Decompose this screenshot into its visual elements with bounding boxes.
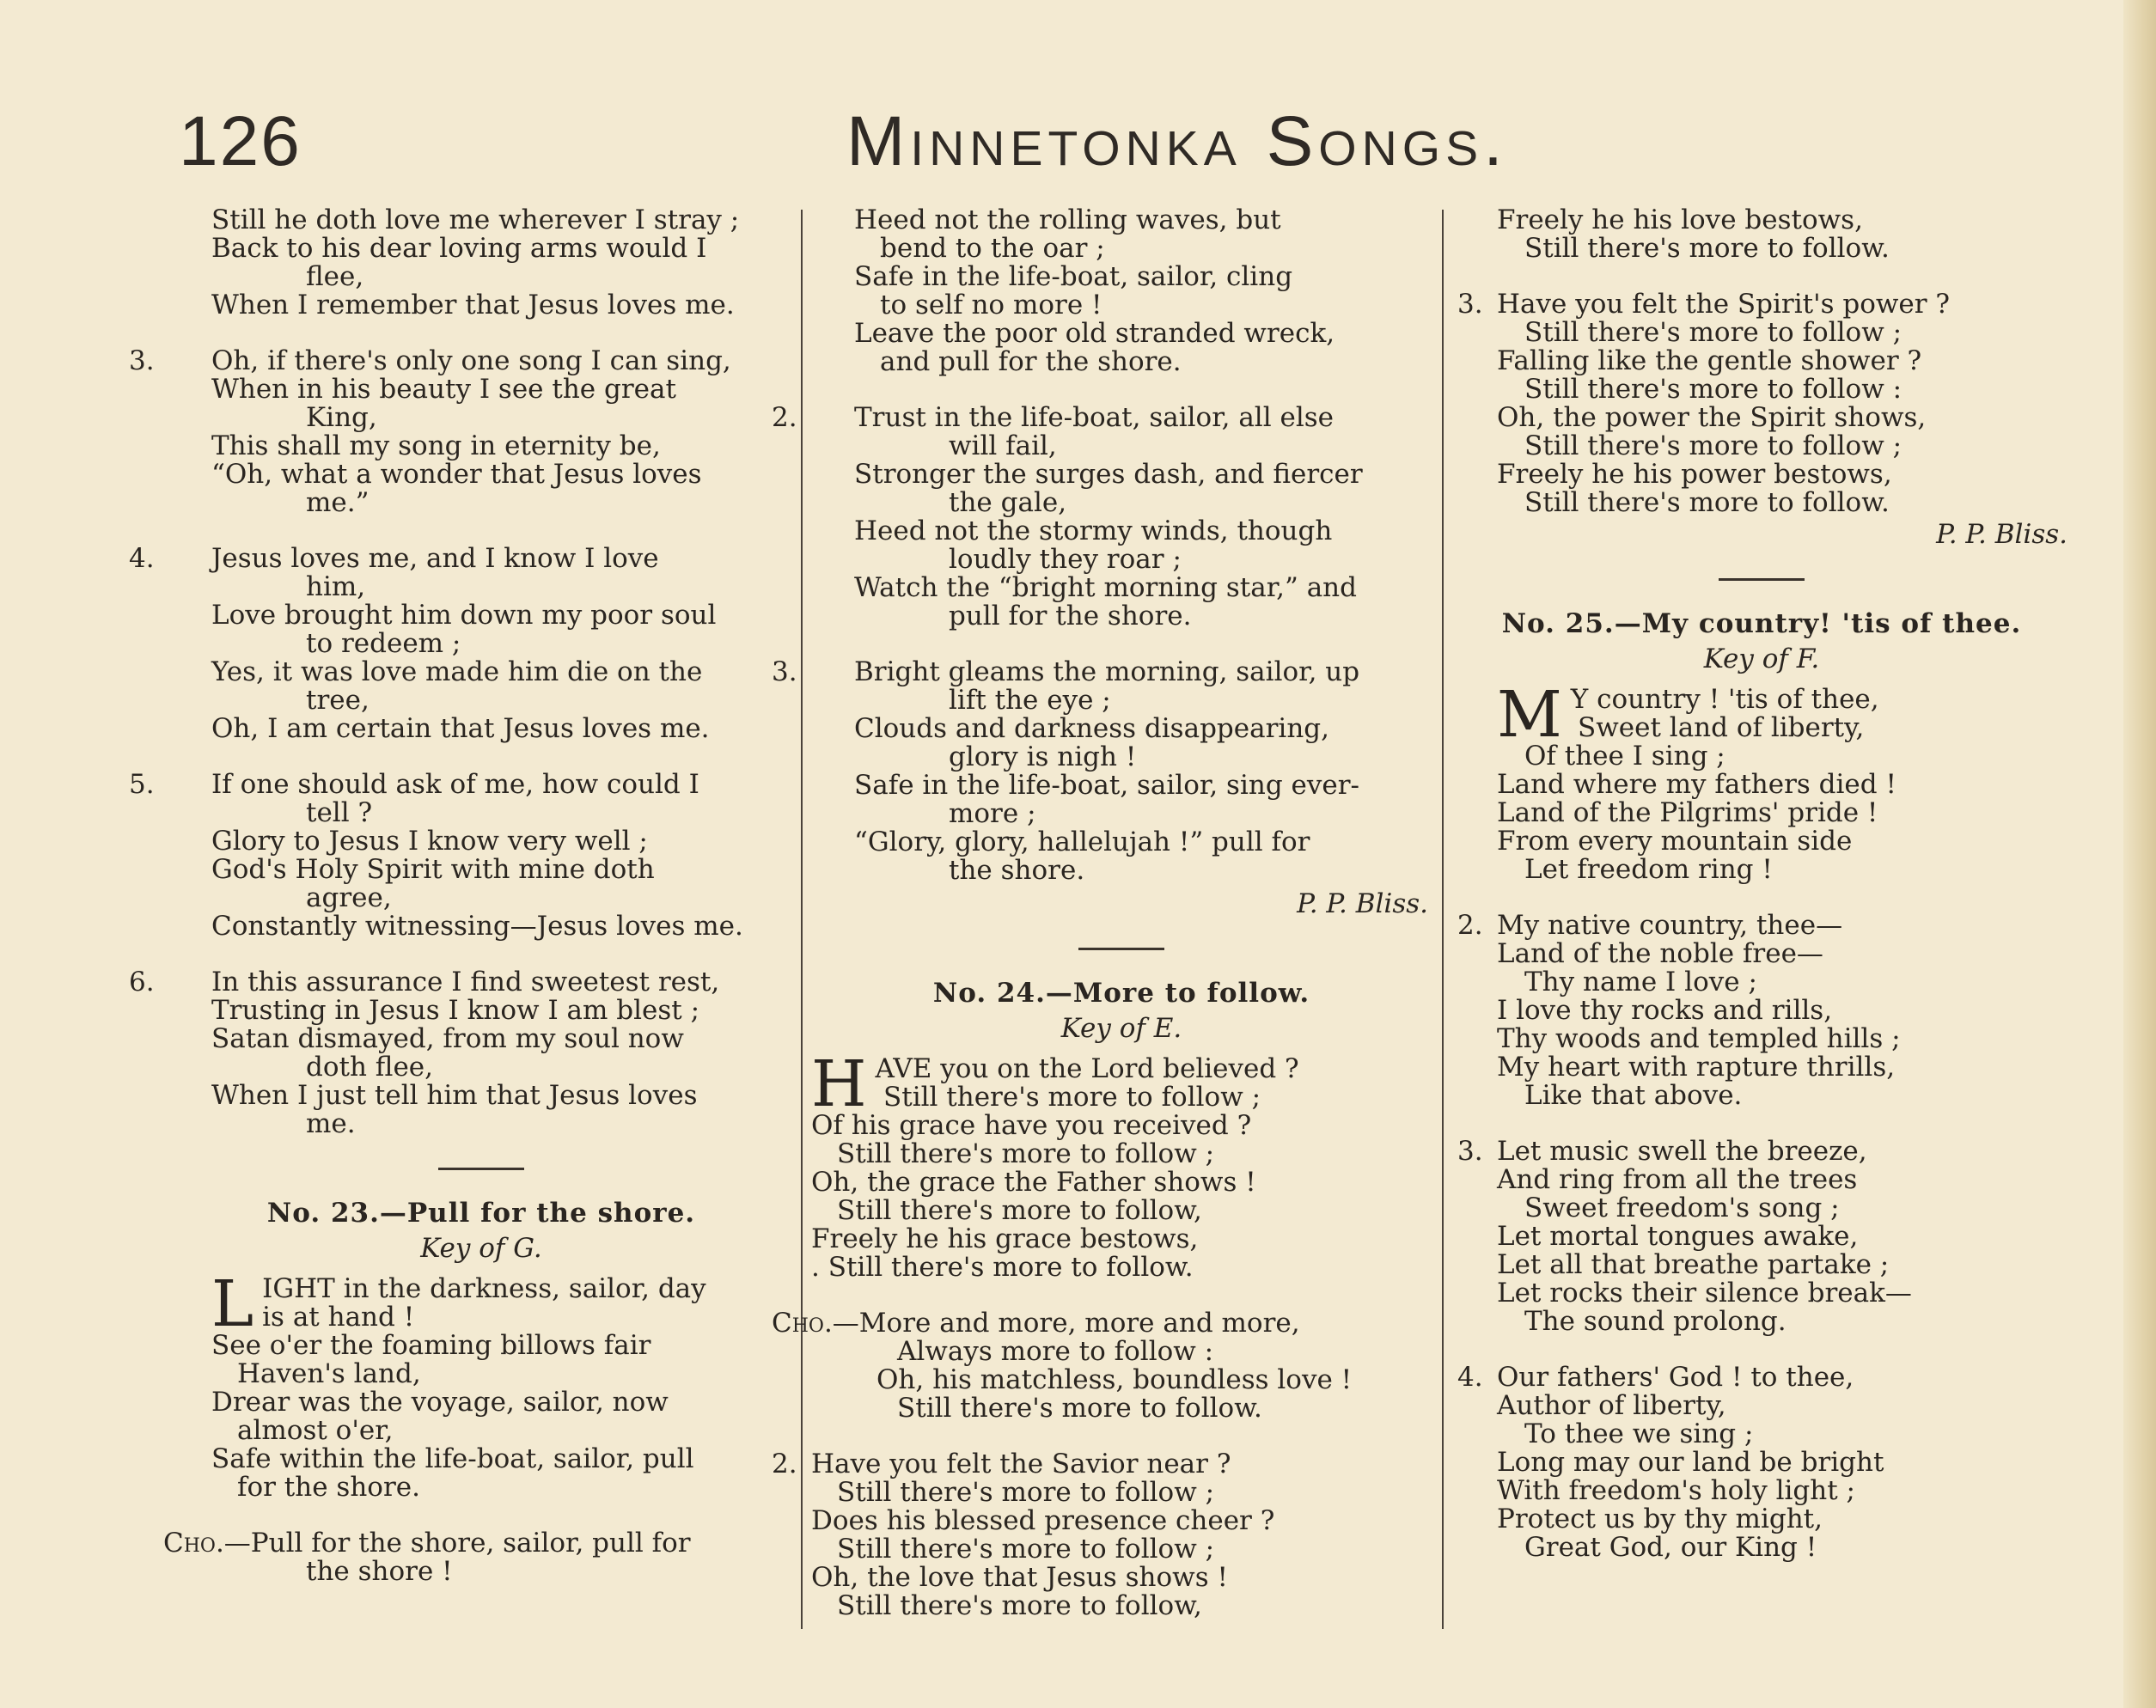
verse-line: Heed not the stormy winds, though: [854, 515, 1333, 546]
verse-line: With freedom's holy light ;: [1497, 1475, 1855, 1506]
verse-line: Always more to follow :: [897, 1336, 1214, 1367]
chorus-label: Cho.: [772, 1308, 833, 1339]
verse-line: Land where my fathers died !: [1497, 769, 1896, 800]
verse-line: Oh, if there's only one song I can sing,: [211, 345, 731, 376]
verse-5: [129, 769, 794, 942]
verse-line: the gale,: [949, 487, 1067, 518]
verse-continuation: [1452, 206, 2071, 263]
verse-line: If one should ask of me, how could I: [211, 769, 699, 800]
song-24-verse-1: [811, 1047, 1432, 1283]
song-25-verse-2: [1452, 912, 2071, 1110]
verse-number: 6.: [129, 967, 155, 997]
song-25-verse-3: [1452, 1138, 2071, 1336]
verse-line: pull for the shore.: [949, 601, 1192, 631]
verse-line: Watch the “bright morning star,” and: [854, 572, 1357, 603]
chorus-continuation: [811, 206, 1432, 376]
verse-6: [129, 967, 794, 1139]
verse-line: Let all that breathe partake ;: [1497, 1249, 1890, 1280]
verse-line: IGHT in the darkness, sailor, day: [262, 1273, 706, 1304]
verse-line: Still there's more to follow ;: [883, 1082, 1261, 1113]
verse-continuation: [168, 206, 794, 320]
verse-line: Still there's more to follow.: [1524, 233, 1890, 264]
song-25-heading: No. 25.—My country! 'tis of thee.: [1501, 608, 2022, 639]
verse-line: Stronger the surges dash, and fiercer: [854, 459, 1363, 490]
verse-number: 3.: [129, 345, 155, 376]
verse-line: to self no more !: [880, 290, 1102, 320]
verse-line: and pull for the shore.: [880, 346, 1182, 377]
column-rule-left: [801, 210, 803, 1629]
drop-cap: H: [811, 1047, 867, 1121]
verse-line: Y country ! 'tis of thee,: [1570, 684, 1879, 715]
page-title: Minnetonka Songs.: [846, 102, 1508, 180]
verse-number: 3.: [772, 656, 797, 687]
song-24-verse-2: [772, 1449, 1432, 1621]
verse-line: Of thee I sing ;: [1524, 741, 1725, 772]
verse-line: Still there's more to follow ;: [837, 1138, 1215, 1169]
verse-line: Long may our land be bright: [1497, 1447, 1884, 1478]
verse-line: lift the eye ;: [949, 685, 1111, 716]
verse-number: 4.: [1457, 1362, 1483, 1393]
verse-number: 2.: [772, 402, 797, 433]
verse-line: And ring from all the trees: [1497, 1164, 1858, 1195]
verse-line: tell ?: [306, 797, 373, 828]
verse-line: Still there's more to follow ;: [837, 1477, 1215, 1508]
song-24-chorus: [772, 1308, 1432, 1424]
verse-line: agree,: [306, 882, 392, 913]
verse-3: [772, 656, 1432, 886]
verse-line: Let music swell the breeze,: [1497, 1136, 1867, 1167]
verse-line: Clouds and darkness disappearing,: [854, 713, 1329, 744]
verse-line: Oh, the grace the Father shows !: [811, 1167, 1256, 1198]
verse-line: Leave the poor old stranded wreck,: [854, 318, 1335, 349]
song-25-verse-4: [1452, 1363, 2071, 1562]
verse-line: My heart with rapture thrills,: [1497, 1052, 1896, 1083]
verse-line: more ;: [949, 798, 1036, 829]
verse-line: —More and more, more and more,: [832, 1308, 1300, 1339]
verse-line: When I remember that Jesus loves me.: [211, 290, 735, 320]
verse-line: Thy woods and templed hills ;: [1497, 1023, 1901, 1054]
verse-line: Trust in the life-boat, sailor, all else: [854, 402, 1334, 433]
column-1: [129, 204, 794, 1613]
verse-line: Oh, the power the Spirit shows,: [1497, 402, 1927, 433]
verse-line: Have you felt the Spirit's power ?: [1497, 289, 1951, 320]
verse-line: Have you felt the Savior near ?: [811, 1449, 1231, 1479]
verse-line: me.: [306, 1108, 356, 1139]
verse-line: Yes, it was love made him die on the: [211, 656, 703, 687]
verse-line: Sweet land of liberty,: [1578, 712, 1865, 743]
verse-line: Let freedom ring !: [1524, 854, 1773, 885]
page-edge: [2123, 0, 2156, 1708]
verse-line: God's Holy Spirit with mine doth: [211, 854, 655, 885]
song-24-key: Key of E.: [1060, 1013, 1182, 1044]
verse-line: Still there's more to follow ;: [1524, 317, 1903, 348]
section-divider: [438, 1168, 524, 1170]
verse-line: Heed not the rolling waves, but: [854, 204, 1281, 235]
verse-line: bend to the oar ;: [880, 233, 1105, 264]
verse-line: doth flee,: [306, 1052, 434, 1083]
verse-line: the shore !: [306, 1556, 453, 1587]
verse-line: Like that above.: [1524, 1080, 1743, 1111]
attribution: P. P. Bliss.: [1297, 888, 1428, 919]
page-header: [0, 101, 2156, 196]
verse-line: Of his grace have you received ?: [811, 1110, 1252, 1141]
verse-line: Let mortal tongues awake,: [1497, 1221, 1859, 1252]
verse-line: Land of the Pilgrims' pride !: [1497, 797, 1878, 828]
verse-line: Love brought him down my poor soul: [211, 600, 717, 631]
page-number: 126: [179, 102, 302, 180]
verse-line: Still there's more to follow ;: [837, 1534, 1215, 1565]
verse-line: Oh, his matchless, boundless love !: [876, 1364, 1353, 1395]
verse-line: for the shore.: [237, 1472, 420, 1503]
verse-line: to redeem ;: [306, 628, 461, 659]
verse-number: 2.: [772, 1449, 797, 1479]
verse-line: See o'er the foaming billows fair: [211, 1330, 651, 1361]
verse-line: Falling like the gentle shower ?: [1497, 345, 1922, 376]
verse-line: Sweet freedom's song ;: [1524, 1193, 1840, 1223]
verse-line: Protect us by thy might,: [1497, 1504, 1823, 1534]
chorus-label: Cho.: [163, 1528, 224, 1559]
verse-line: Oh, the love that Jesus shows !: [811, 1562, 1228, 1593]
song-25-verse-1: [1452, 678, 2071, 885]
verse-line: Safe within the life-boat, sailor, pull: [211, 1443, 694, 1474]
verse-line: Author of liberty,: [1497, 1390, 1726, 1421]
verse-line: From every mountain side: [1497, 826, 1853, 857]
verse-line: Glory to Jesus I know very well ;: [211, 826, 648, 857]
verse-line: Let rocks their silence break—: [1497, 1278, 1912, 1308]
verse-3: [129, 345, 794, 518]
verse-line: Does his blessed presence cheer ?: [811, 1505, 1275, 1536]
verse-number: 5.: [129, 769, 155, 800]
verse-number: 2.: [1457, 910, 1483, 941]
verse-line: Land of the noble free—: [1497, 938, 1823, 969]
verse-line: Oh, I am certain that Jesus loves me.: [211, 713, 710, 744]
verse-line: The sound prolong.: [1524, 1306, 1786, 1337]
drop-cap: L: [211, 1267, 254, 1341]
verse-number: 3.: [1457, 1136, 1483, 1167]
verse-line: will fail,: [949, 430, 1057, 461]
verse-line: Still there's more to follow :: [1524, 374, 1903, 405]
verse-line: Still there's more to follow.: [1524, 487, 1890, 518]
column-rule-right: [1442, 210, 1444, 1629]
attribution: P. P. Bliss.: [1936, 519, 2067, 550]
verse-line: In this assurance I find sweetest rest,: [211, 967, 720, 997]
verse-line: him,: [306, 571, 366, 602]
verse-line: Thy name I love ;: [1524, 967, 1757, 997]
verse-line: Drear was the voyage, sailor, now: [211, 1387, 669, 1418]
verse-line: the shore.: [949, 855, 1085, 886]
verse-line: is at hand !: [262, 1302, 415, 1333]
song-23-verse-1: [168, 1267, 794, 1503]
verse-line: me.”: [306, 487, 370, 518]
verse-line: Still there's more to follow.: [897, 1393, 1262, 1424]
verse-line: “Glory, glory, hallelujah !” pull for: [854, 827, 1310, 857]
verse-line: Still there's more to follow,: [837, 1590, 1202, 1621]
verse-line: Freely he his love bestows,: [1497, 204, 1863, 235]
column-2: [772, 204, 1432, 1648]
verse-line: Freely he his grace bestows,: [811, 1223, 1199, 1254]
verse-line: King,: [306, 402, 377, 433]
song-23-key: Key of G.: [420, 1233, 542, 1264]
song-25-key: Key of F.: [1703, 644, 1820, 674]
song-24-heading: No. 24.—More to follow.: [932, 978, 1310, 1009]
verse-line: AVE you on the Lord believed ?: [875, 1053, 1299, 1084]
verse-line: Bright gleams the morning, sailor, up: [854, 656, 1360, 687]
verse-number: 4.: [129, 543, 155, 574]
verse-line: “Oh, what a wonder that Jesus loves: [211, 459, 702, 490]
verse-line: almost o'er,: [237, 1415, 394, 1446]
verse-line: Still there's more to follow ;: [1524, 430, 1903, 461]
verse-line: tree,: [306, 685, 370, 716]
verse-line: . Still there's more to follow.: [811, 1252, 1194, 1283]
verse-line: —Pull for the shore, sailor, pull for: [223, 1528, 691, 1559]
verse-line: loudly they roar ;: [949, 544, 1182, 575]
verse-line: When I just tell him that Jesus loves: [211, 1080, 698, 1111]
verse-line: Our fathers' God ! to thee,: [1497, 1362, 1854, 1393]
verse-line: Still there's more to follow,: [837, 1195, 1202, 1226]
column-3: [1452, 206, 2071, 1589]
verse-line: Trusting in Jesus I know I am blest ;: [211, 995, 700, 1026]
verse-line: Jesus loves me, and I know I love: [211, 543, 659, 574]
verse-line: My native country, thee—: [1497, 910, 1843, 941]
drop-cap: M: [1497, 678, 1562, 752]
verse-line: I love thy rocks and rills,: [1497, 995, 1833, 1026]
verse-line: Great God, our King !: [1524, 1532, 1817, 1563]
verse-line: Haven's land,: [237, 1358, 421, 1389]
verse-line: flee,: [306, 261, 364, 292]
section-divider: [1719, 578, 1805, 581]
verse-line: Freely he his power bestows,: [1497, 459, 1892, 490]
song-23-chorus: [163, 1528, 794, 1587]
verse-number: 3.: [1457, 289, 1483, 320]
verse-line: Safe in the life-boat, sailor, sing ever-: [854, 770, 1360, 801]
song-23-heading: No. 23.—Pull for the shore.: [266, 1198, 696, 1229]
verse-line: Satan dismayed, from my soul now: [211, 1023, 684, 1054]
verse-4: [129, 543, 794, 744]
verse-line: Back to his dear loving arms would I: [211, 233, 707, 264]
verse-line: To thee we sing ;: [1524, 1418, 1754, 1449]
section-divider: [1078, 948, 1164, 950]
verse-line: This shall my song in eternity be,: [211, 430, 661, 461]
verse-line: Still he doth love me wherever I stray ;: [211, 204, 740, 235]
verse-line: When in his beauty I see the great: [211, 374, 676, 405]
verse-3: [1452, 290, 2071, 517]
verse-line: glory is nigh !: [949, 741, 1137, 772]
verse-line: Constantly witnessing—Jesus loves me.: [211, 911, 743, 942]
verse-2: [772, 402, 1432, 631]
verse-line: Safe in the life-boat, sailor, cling: [854, 261, 1293, 292]
